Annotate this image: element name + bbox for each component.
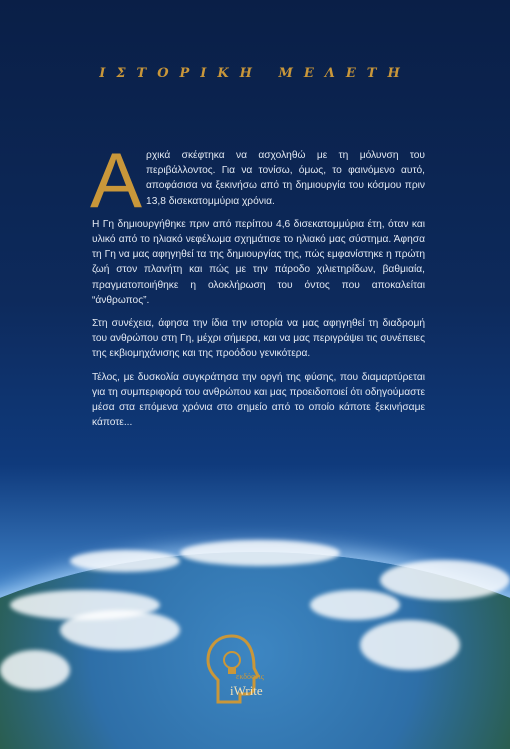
paragraph-2: Η Γη δημιουργήθηκε πριν από περίπου 4,6 δισεκατομμύρια έτη, όταν και υλικό από το ηλιακό νεφέλωμα σχημάτισε το ηλιακό μας σύστημα. Άφησα τη Γη να μας αφηγηθεί τα της δημιουργίας της, πώς εμφανίστηκε η πρώτη ζωή στον πλανήτη και πώς με την πάροδο χιλιετηρίδων, βαθμιαία, πραγματοποιήθηκε η ολοκλήρωση του όντος που αποκαλείται “άνθρωπος”. <box>92 218 425 306</box>
cloud <box>310 590 400 620</box>
drop-cap: Α <box>90 136 143 224</box>
cloud <box>70 550 180 572</box>
cloud <box>0 650 70 690</box>
series-title: ΙΣΤΟΡΙΚΗ ΜΕΛΕΤΗ <box>99 66 411 81</box>
paragraph-1 <box>90 136 425 224</box>
paragraph-3: Στη συνέχεια, άφησα την ίδια την ιστορία να μας αφηγηθεί τη διαδρομή του ανθρώπου στη Γη, μέχρι σήμερα, και να μας περιγράψει τις συνέπειες της εκβιομηχάνισης και της προόδου γενικότερα. <box>92 318 425 360</box>
cloud <box>180 540 340 566</box>
publisher-name: iWrite <box>230 683 263 698</box>
publisher-label: εκδόσεις <box>236 672 264 681</box>
cloud <box>360 620 460 670</box>
paragraph-1-text: ρχικά σκέφτηκα να ασχοληθώ με τη μόλυνση του περιβάλλοντος. Για να τονίσω, όμως, το φαινόμενο αυτό, αποφάσισα να ξεκινήσω από τη δημιουργία του κόσμου πριν 13,8 δισεκατομμύρια χρόνια. <box>146 150 425 207</box>
cloud <box>60 610 180 650</box>
blurb <box>90 136 425 438</box>
cloud <box>380 560 510 600</box>
paragraph-4: Τέλος, με δυσκολία συγκράτησα την οργή της φύσης, που διαμαρτύρεται για τη συμπεριφορά του ανθρώπου και μας προειδοποιεί ότι οδηγούμαστε μέσα στα επόμενα χρόνια στο σημείο από το οποίο κάποτε ξεκινήσαμε κάποτε... <box>92 371 425 429</box>
